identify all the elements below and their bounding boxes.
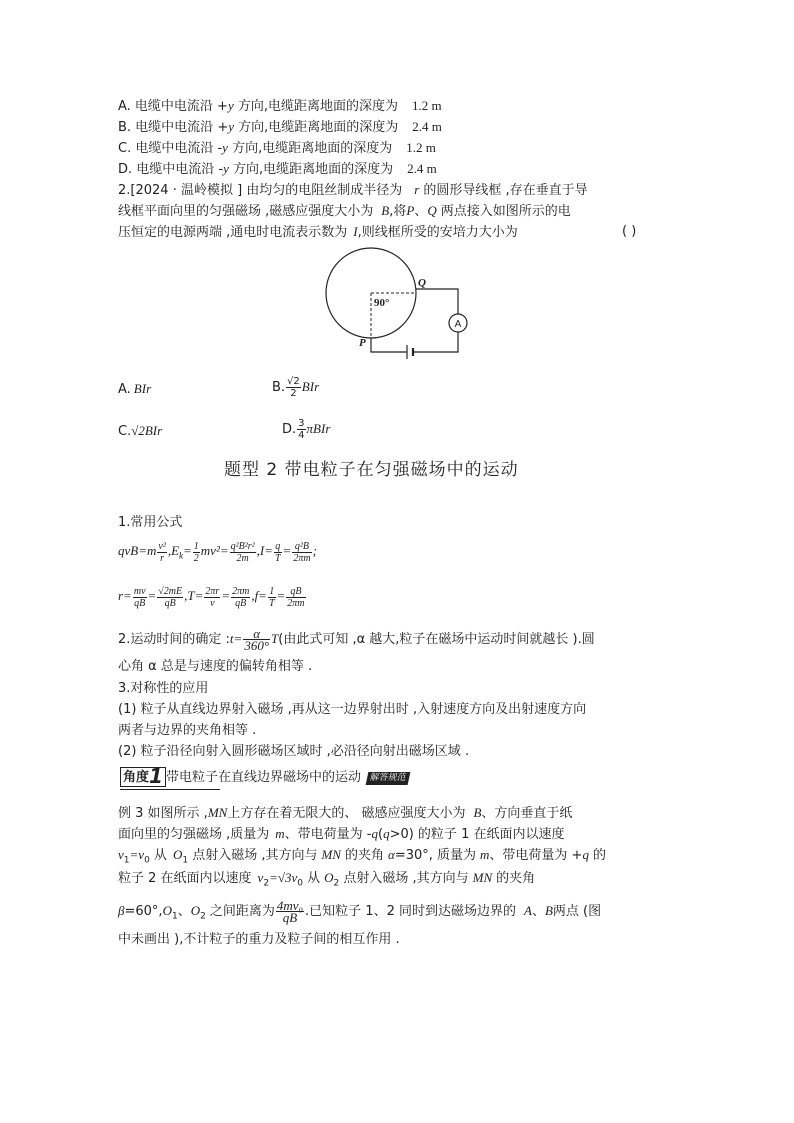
choice-a: A. BIr — [118, 381, 152, 397]
choice-c: C.√2BIr — [118, 423, 163, 439]
q2-line1: 2.[2024 · 温岭模拟 ] 由均匀的电阻丝制成半径为 r 的圆形导线框 ,存在垂直于导 — [118, 182, 588, 198]
example-line1: 例 3 如图所示 ,MN上方存在着无限大的、 磁感应强度大小为 B、方向垂直于纸 — [118, 805, 573, 821]
angle-underline — [120, 789, 220, 790]
option-c: C. 电缆中电流沿 -y 方向,电缆距离地面的深度为 1.2 m — [118, 140, 436, 156]
symmetry-heading: 3.对称性的应用 — [118, 681, 209, 696]
wire-battery-to-p — [371, 338, 407, 352]
answer-bracket: ( ) — [622, 224, 637, 239]
angle-header: 角度1 带电粒子在直线边界磁场中的运动 解答规范 — [120, 767, 409, 788]
symmetry-p2: (2) 粒子沿径向射入圆形磁场区域时 ,必沿径向射出磁场区域 . — [118, 744, 470, 759]
wire-ammeter-to-battery — [413, 332, 458, 352]
time-para-line2: 心角 α 总是与速度的偏转角相等 . — [118, 659, 313, 674]
symmetry-p1b: 两者与边界的夹角相等 . — [118, 723, 257, 738]
example-line4: 粒子 2 在纸面内以速度 $v_2=√3v_0$ 从 $O_2$ 点射入磁场 ,其方向与 MN 的夹角 — [118, 870, 536, 889]
q2-line2: 线框平面向里的匀强磁场 ,磁感应强度大小为 B,将P、Q 两点接入如图所示的电 — [118, 203, 571, 219]
example-line6: 中未画出 ),不计粒子的重力及粒子间的相互作用 . — [118, 932, 400, 947]
option-a: A. 电缆中电流沿 +y 方向,电缆距离地面的深度为 1.2 m — [118, 98, 442, 114]
symmetry-p1a: (1) 粒子从直线边界射入磁场 ,再从这一边界射出时 ,入射速度方向及出射速度方向 — [118, 702, 587, 717]
circuit-diagram — [318, 246, 478, 364]
point-p-label: P — [359, 337, 366, 349]
angle-box: 角度1 — [120, 767, 166, 787]
example-line5: $\beta=60^\circ,O_1$、$O_2$ 之间距离为 $\frac{\text{4mv₀}}{qB}$ .已知粒子 1、2 同时到达磁场边界的 A、B两点 (图 — [118, 898, 602, 925]
q2-line3: 压恒定的电源两端 ,通电时电流表示数为 I,则线框所受的安培力大小为 — [118, 224, 518, 240]
formula-heading: 1.常用公式 — [118, 515, 183, 530]
ammeter-label: A — [454, 319, 462, 330]
option-b: B. 电缆中电流沿 +y 方向,电缆距离地面的深度为 2.4 m — [118, 119, 442, 135]
example-line2: 面向里的匀强磁场 ,质量为 m、带电荷量为 -q(q>0) 的粒子 1 在纸面内以速度 — [118, 826, 565, 842]
choice-b: B. $\frac{√2}{2}$ BIr — [272, 376, 320, 399]
wire-q-to-ammeter — [416, 289, 458, 314]
formula-line-1: qvB=m $\frac{\text{v²}}{r}$ $,E_k=$ $\frac{1}{2}$ mv²= $\frac{\text{q²B²r²}}{2m}$ ,I= $\frac{q}{T}$ = $\frac{\text{q²B}}{2\pi m}$ ; — [118, 540, 317, 564]
section-title: 题型 2 带电粒子在匀强磁场中的运动 — [224, 460, 519, 480]
answer-standard-tag: 解答规范 — [366, 772, 411, 785]
example-line3: $v_1=v_0$ 从 $O_1$ 点射入磁场 ,其方向与 MN 的夹角 α=30°, 质量为 m、带电荷量为 +q 的 — [118, 847, 606, 866]
time-para-line1: 2.运动时间的确定 :t= $\frac{\alpha}{360^\circ}$ T(由此式可知 ,α 越大,粒子在磁场中运动时间就越长 ).圆 — [118, 626, 595, 653]
choice-d: D. $\frac{3}{4}$ πBIr — [282, 418, 331, 441]
formula-line-2: r= $\frac{mv}{qB}$ = $\frac{√2mE}{qB}$ ,T= $\frac{2\pi r}{v}$ = $\frac{2\pi m}{qB}$ ,f= $\frac{1}{T}$ = $\frac{qB}{2\pi m}$ — [118, 585, 305, 609]
option-d: D. 电缆中电流沿 -y 方向,电缆距离地面的深度为 2.4 m — [118, 161, 437, 177]
angle-label: 90° — [374, 297, 390, 309]
point-q-label: Q — [418, 277, 426, 289]
